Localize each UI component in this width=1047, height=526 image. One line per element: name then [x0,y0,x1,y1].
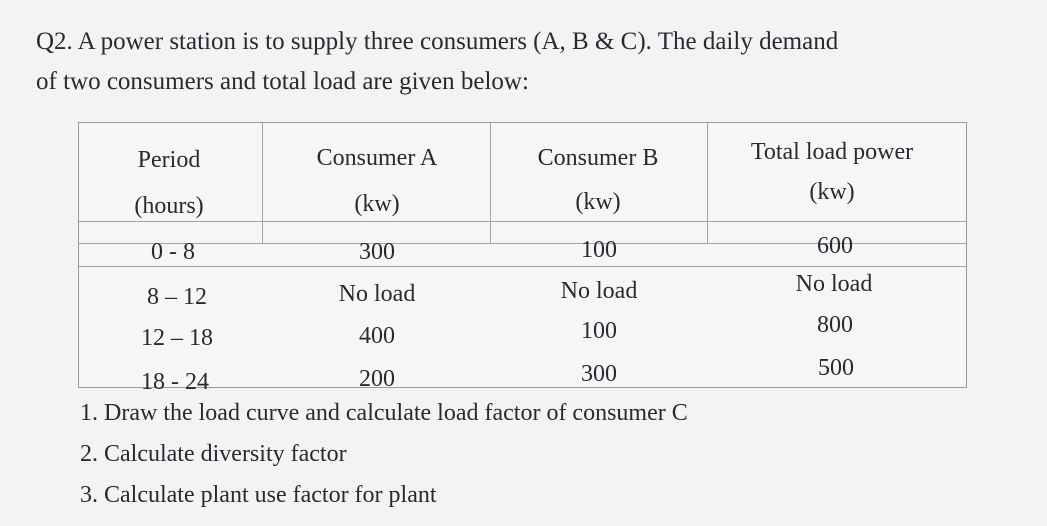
header-period: Period [137,147,201,173]
row-divider [79,266,966,267]
table-cell-consumer-a: 400 [359,323,395,349]
column-divider [490,123,491,244]
header-consumer-b: Consumer B [537,145,659,171]
column-divider [707,123,708,244]
header-period-unit: (hours) [134,193,204,219]
table-cell-consumer-b: 100 [581,237,617,263]
table-cell-total: 600 [817,233,853,259]
task-item: 1. Draw the load curve and calculate load factor of consumer C [80,400,688,426]
table-cell-period: 18 - 24 [141,369,209,395]
task-item: 3. Calculate plant use factor for plant [80,482,437,508]
header-bottom-border [79,221,966,222]
table-cell-consumer-a: 200 [359,366,395,392]
table-cell-period: 0 - 8 [151,239,195,265]
table-cell-consumer-b: 300 [581,361,617,387]
table-cell-total: 800 [817,312,853,338]
table-cell-consumer-a: No load [338,281,416,307]
task-list [80,393,688,516]
table-cell-consumer-b: 100 [581,318,617,344]
table-cell-consumer-b: No load [560,278,638,304]
table-cell-period: 8 – 12 [147,284,207,310]
header-consumer-a: Consumer A [316,145,438,171]
header-consumer-a-unit: (kw) [354,191,400,217]
header-consumer-b-unit: (kw) [575,189,621,215]
table-cell-period: 12 – 18 [141,325,213,351]
table-cell-consumer-a: 300 [359,239,395,265]
question-line-1: Q2. A power station is to supply three consumers (A, B & C). The daily demand [36,28,839,55]
table-cell-total: No load [795,271,873,297]
task-item: 2. Calculate diversity factor [80,441,347,467]
question-line-2: of two consumers and total load are given below: [36,68,529,95]
header-total-load-unit: (kw) [809,179,855,205]
load-table [78,122,967,395]
table-cell-total: 500 [818,355,854,381]
header-total-load: Total load power [750,139,914,165]
column-divider [262,123,263,244]
question-text [36,22,1036,102]
